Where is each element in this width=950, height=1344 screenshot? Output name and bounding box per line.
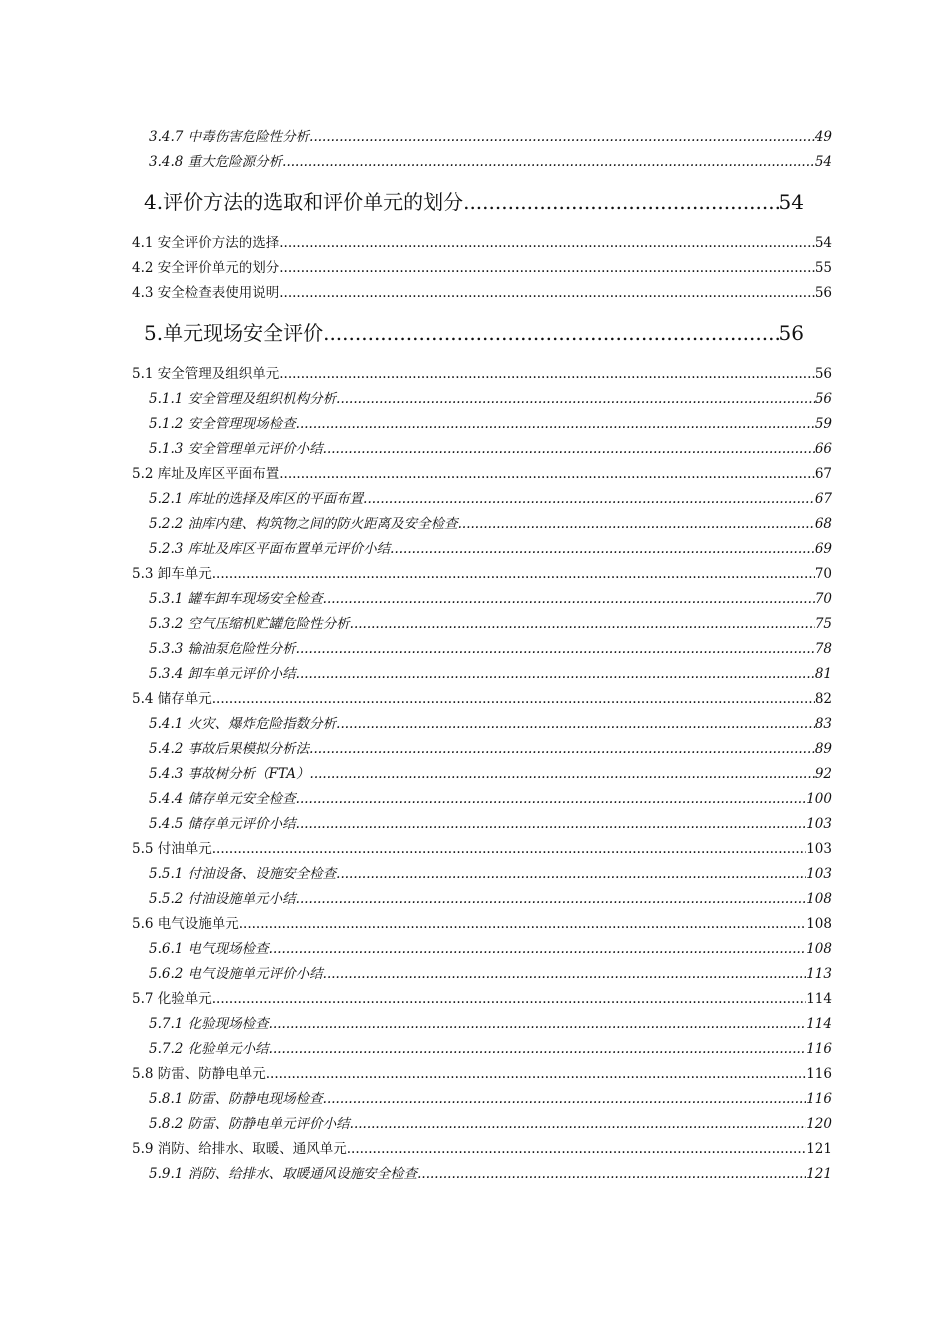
toc-leader-dots	[350, 1112, 807, 1137]
toc-entry-title: 5.3.1 罐车卸车现场安全检查	[149, 591, 323, 607]
toc-entry[interactable]	[132, 387, 832, 412]
toc-entry-page-number: 116	[806, 1066, 832, 1082]
toc-entry-title: 5.2.1 库址的选择及库区的平面布置	[149, 491, 364, 507]
toc-entry-title: 5.3 卸车单元	[132, 566, 212, 582]
toc-leader-dots	[309, 125, 815, 150]
toc-entry[interactable]	[132, 1112, 832, 1137]
toc-entry-title: 5.2.3 库址及库区平面布置单元评价小结	[149, 541, 391, 557]
toc-entry-page-number: 120	[806, 1116, 832, 1132]
toc-entry-page-number: 68	[814, 516, 832, 532]
toc-entry-title: 5.单元现场安全评价	[144, 321, 324, 345]
toc-leader-dots	[363, 487, 815, 512]
toc-leader-dots	[417, 1162, 806, 1187]
toc-entry-page-number: 67	[814, 466, 832, 482]
toc-entry[interactable]	[132, 256, 832, 281]
toc-entry[interactable]	[132, 587, 832, 612]
toc-leader-dots	[323, 316, 778, 350]
toc-entry-page-number: 78	[814, 641, 832, 657]
toc-entry-page-number: 55	[814, 260, 832, 276]
toc-entry[interactable]	[132, 125, 832, 150]
toc-entry-title: 4.2 安全评价单元的划分	[132, 260, 280, 276]
toc-entry-title: 4.1 安全评价方法的选择	[132, 235, 280, 251]
toc-leader-dots	[296, 812, 807, 837]
toc-entry-title: 3.4.7 中毒伤害危险性分析	[149, 129, 310, 145]
toc-entry[interactable]	[132, 1137, 832, 1162]
toc-leader-dots	[296, 787, 807, 812]
toc-entry[interactable]	[132, 837, 832, 862]
toc-leader-dots	[212, 562, 815, 587]
toc-entry[interactable]	[132, 762, 832, 787]
toc-leader-dots	[323, 1087, 807, 1112]
toc-entry-title: 5.4.2 事故后果模拟分析法	[149, 741, 310, 757]
toc-leader-dots	[309, 737, 815, 762]
toc-leader-dots	[323, 962, 807, 987]
toc-entry-title: 5.3.3 输油泵危险性分析	[149, 641, 296, 657]
toc-leader-dots	[463, 185, 778, 219]
toc-entry-title: 5.5.2 付油设施单元小结	[149, 891, 296, 907]
toc-leader-dots	[310, 762, 815, 787]
toc-entry-page-number: 56	[778, 321, 804, 345]
toc-entry-title: 5.8.2 防雷、防静电单元评价小结	[149, 1116, 350, 1132]
toc-leader-dots	[279, 462, 815, 487]
toc-entry-title: 5.3.2 空气压缩机贮罐危险性分析	[149, 616, 350, 632]
toc-entry[interactable]	[132, 281, 832, 306]
toc-entry-title: 4.3 安全检查表使用说明	[132, 285, 280, 301]
toc-leader-dots	[269, 1037, 807, 1062]
toc-entry-title: 5.4.3 事故树分析（FTA）	[149, 766, 310, 782]
toc-entry-page-number: 66	[814, 441, 832, 457]
toc-leader-dots	[296, 662, 815, 687]
toc-entry-title: 5.4.4 储存单元安全检查	[149, 791, 296, 807]
toc-leader-dots	[212, 837, 806, 862]
toc-entry-title: 5.6.2 电气设施单元评价小结	[149, 966, 323, 982]
toc-leader-dots	[323, 587, 815, 612]
toc-leader-dots	[212, 987, 806, 1012]
toc-entry-title: 5.2 库址及库区平面布置	[132, 466, 280, 482]
toc-entry-page-number: 116	[806, 1091, 832, 1107]
toc-leader-dots	[279, 281, 815, 306]
toc-entry-page-number: 108	[806, 916, 832, 932]
toc-entry-page-number: 49	[814, 129, 832, 145]
toc-entry-title: 5.5 付油单元	[132, 841, 212, 857]
toc-entry-page-number: 69	[814, 541, 832, 557]
toc-entry-page-number: 82	[814, 691, 832, 707]
toc-entry-page-number: 59	[814, 416, 832, 432]
toc-entry-title: 5.1.2 安全管理现场检查	[149, 416, 296, 432]
toc-entry[interactable]	[132, 437, 832, 462]
toc-entry-page-number: 56	[814, 391, 832, 407]
toc-entry-page-number: 103	[806, 866, 832, 882]
toc-leader-dots	[347, 1137, 806, 1162]
toc-entry[interactable]	[132, 962, 832, 987]
toc-entry-title: 5.3.4 卸车单元评价小结	[149, 666, 296, 682]
toc-entry-page-number: 83	[814, 716, 832, 732]
toc-entry[interactable]	[132, 487, 832, 512]
toc-leader-dots	[266, 1062, 806, 1087]
toc-entry-page-number: 67	[814, 491, 832, 507]
toc-entry-title: 5.8.1 防雷、防静电现场检查	[149, 1091, 323, 1107]
table-of-contents	[132, 125, 832, 1187]
toc-leader-dots	[269, 937, 807, 962]
toc-entry-page-number: 54	[814, 235, 832, 251]
toc-leader-dots	[212, 687, 815, 712]
toc-entry[interactable]	[132, 912, 832, 937]
toc-entry-title: 4.评价方法的选取和评价单元的划分	[144, 190, 464, 214]
toc-leader-dots	[296, 887, 807, 912]
toc-entry-page-number: 114	[806, 991, 832, 1007]
toc-entry-page-number: 89	[814, 741, 832, 757]
toc-entry[interactable]	[132, 362, 832, 387]
toc-entry-page-number: 114	[806, 1016, 832, 1032]
toc-leader-dots	[323, 437, 815, 462]
toc-leader-dots	[279, 362, 815, 387]
toc-entry[interactable]	[132, 887, 832, 912]
toc-entry[interactable]	[132, 231, 832, 256]
toc-entry-title: 5.7 化验单元	[132, 991, 212, 1007]
toc-entry-title: 5.7.2 化验单元小结	[149, 1041, 269, 1057]
toc-entry-page-number: 70	[814, 591, 832, 607]
toc-entry-page-number: 75	[814, 616, 832, 632]
toc-entry-page-number: 108	[806, 941, 832, 957]
toc-entry[interactable]	[132, 1087, 832, 1112]
toc-entry-page-number: 121	[806, 1141, 832, 1157]
toc-entry-title: 3.4.8 重大危险源分析	[149, 154, 283, 170]
toc-entry[interactable]	[132, 862, 832, 887]
toc-entry[interactable]	[132, 712, 832, 737]
toc-entry-page-number: 100	[806, 791, 832, 807]
toc-entry-title: 5.1.3 安全管理单元评价小结	[149, 441, 323, 457]
toc-entry[interactable]	[132, 662, 832, 687]
toc-leader-dots	[279, 231, 815, 256]
toc-leader-dots	[296, 637, 815, 662]
toc-leader-dots	[458, 512, 815, 537]
toc-entry[interactable]	[132, 637, 832, 662]
toc-entry-page-number: 54	[814, 154, 832, 170]
toc-entry[interactable]	[132, 512, 832, 537]
toc-entry-page-number: 56	[814, 366, 832, 382]
toc-leader-dots	[279, 256, 815, 281]
toc-leader-dots	[269, 1012, 807, 1037]
toc-entry[interactable]	[132, 1162, 832, 1187]
toc-entry-title: 5.7.1 化验现场检查	[149, 1016, 269, 1032]
toc-entry[interactable]	[132, 812, 832, 837]
toc-leader-dots	[296, 412, 815, 437]
toc-entry[interactable]	[132, 562, 832, 587]
toc-entry-page-number: 56	[814, 285, 832, 301]
toc-entry[interactable]	[132, 1062, 832, 1087]
toc-entry[interactable]	[132, 612, 832, 637]
toc-entry-page-number: 103	[806, 841, 832, 857]
toc-entry-title: 5.9.1 消防、给排水、取暖通风设施安全检查	[149, 1166, 418, 1182]
toc-leader-dots	[336, 387, 815, 412]
toc-entry[interactable]	[132, 412, 832, 437]
toc-entry-page-number: 113	[806, 966, 832, 982]
toc-leader-dots	[350, 612, 815, 637]
toc-entry-title: 5.2.2 油库内建、构筑物之间的防火距离及安全检查	[149, 516, 458, 532]
toc-entry[interactable]	[132, 787, 832, 812]
toc-entry-title: 5.8 防雷、防静电单元	[132, 1066, 266, 1082]
toc-entry-title: 5.1.1 安全管理及组织机构分析	[149, 391, 337, 407]
toc-entry-page-number: 54	[778, 190, 804, 214]
toc-entry[interactable]	[132, 987, 832, 1012]
toc-entry-page-number: 92	[814, 766, 832, 782]
toc-entry-page-number: 70	[814, 566, 832, 582]
toc-leader-dots	[282, 150, 815, 175]
toc-leader-dots	[390, 537, 815, 562]
toc-entry[interactable]	[132, 150, 832, 175]
toc-entry-title: 5.6.1 电气现场检查	[149, 941, 269, 957]
toc-entry-page-number: 116	[806, 1041, 832, 1057]
toc-entry[interactable]	[132, 687, 832, 712]
toc-entry-title: 5.1 安全管理及组织单元	[132, 366, 280, 382]
toc-entry-title: 5.5.1 付油设备、设施安全检查	[149, 866, 337, 882]
toc-entry-title: 5.4.1 火灾、爆炸危险指数分析	[149, 716, 337, 732]
toc-leader-dots	[239, 912, 806, 937]
toc-entry-page-number: 121	[806, 1166, 832, 1182]
toc-entry-title: 5.4.5 储存单元评价小结	[149, 816, 296, 832]
toc-entry[interactable]	[132, 737, 832, 762]
toc-entry[interactable]	[132, 1012, 832, 1037]
toc-entry[interactable]	[132, 537, 832, 562]
toc-entry[interactable]	[132, 316, 804, 350]
toc-leader-dots	[336, 712, 815, 737]
toc-entry-title: 5.9 消防、给排水、取暖、通风单元	[132, 1141, 347, 1157]
toc-entry[interactable]	[132, 462, 832, 487]
toc-entry[interactable]	[132, 185, 804, 219]
toc-entry-title: 5.6 电气设施单元	[132, 916, 239, 932]
toc-entry-page-number: 108	[806, 891, 832, 907]
toc-leader-dots	[336, 862, 806, 887]
toc-entry-page-number: 81	[814, 666, 832, 682]
toc-entry[interactable]	[132, 937, 832, 962]
toc-entry[interactable]	[132, 1037, 832, 1062]
toc-entry-page-number: 103	[806, 816, 832, 832]
toc-entry-title: 5.4 储存单元	[132, 691, 212, 707]
